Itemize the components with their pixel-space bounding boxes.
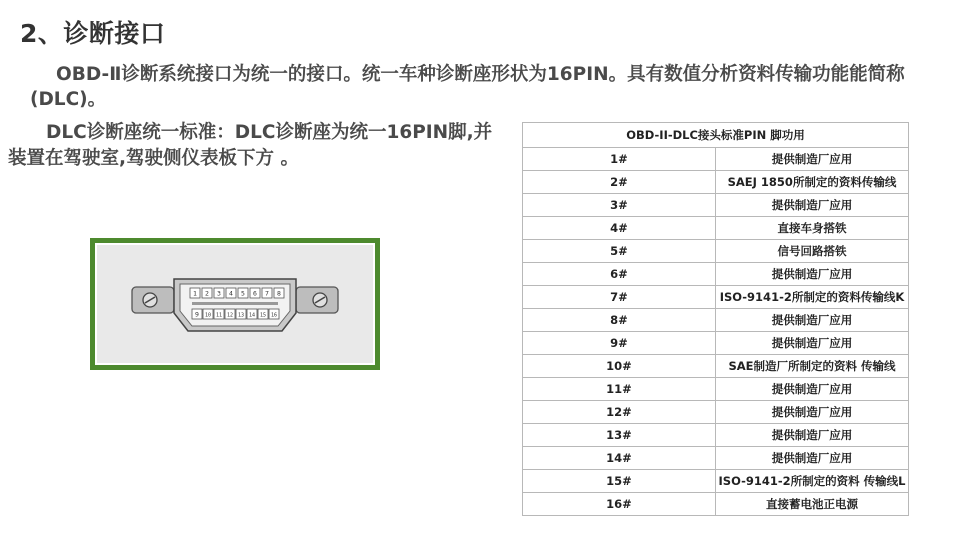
pin-number: 9#	[523, 332, 716, 355]
pin-label: 3	[217, 289, 221, 298]
pin-label: 15	[259, 312, 267, 319]
dlc-connector-picture-inner	[95, 243, 375, 365]
table-row	[523, 447, 909, 470]
pin-function: 提供制造厂应用	[716, 424, 909, 447]
pin-label: 2	[205, 289, 209, 298]
pin-function-table	[522, 122, 909, 516]
pin-function: 信号回路搭铁	[716, 240, 909, 263]
pin-number: 13#	[523, 424, 716, 447]
pin-function: SAE制造厂所制定的资料 传输线	[716, 355, 909, 378]
pin-number: 8#	[523, 309, 716, 332]
pin-function: SAEJ 1850所制定的资料传输线	[716, 171, 909, 194]
pin-label: 7	[265, 289, 269, 298]
dlc-standard-paragraph: DLC诊断座统一标准：DLC诊断座为统一16PIN脚,并装置在驾驶室,驾驶侧仪表板下方 。	[8, 122, 493, 169]
table-row	[523, 194, 909, 217]
table-row	[523, 332, 909, 355]
table-row	[523, 470, 909, 493]
table-row	[523, 286, 909, 309]
pin-function: 提供制造厂应用	[716, 378, 909, 401]
pin-number: 1#	[523, 148, 716, 171]
pin-function: 提供制造厂应用	[716, 309, 909, 332]
pin-number: 16#	[523, 493, 716, 516]
obd-connector-icon	[130, 273, 340, 335]
pin-number: 5#	[523, 240, 716, 263]
table-header: OBD-II-DLC接头标准PIN 脚功用	[523, 123, 909, 148]
pin-function: 提供制造厂应用	[716, 401, 909, 424]
pin-number: 14#	[523, 447, 716, 470]
pin-label: 10	[204, 312, 212, 319]
slide-title: 2、诊断接口	[20, 19, 166, 48]
pin-divider	[192, 302, 278, 305]
pin-label: 4	[229, 289, 233, 298]
pin-function: 提供制造厂应用	[716, 263, 909, 286]
pin-label: 6	[253, 289, 257, 298]
table-row	[523, 217, 909, 240]
pin-label: 11	[215, 312, 223, 319]
pin-function: 提供制造厂应用	[716, 148, 909, 171]
pin-function: 提供制造厂应用	[716, 332, 909, 355]
table-row	[523, 424, 909, 447]
pin-function: 提供制造厂应用	[716, 447, 909, 470]
table-row	[523, 355, 909, 378]
intro-paragraph: OBD-Ⅱ诊断系统接口为统一的接口。统一车种诊断座形状为16PIN。具有数值分析资料传输功能能简称(DLC)。	[30, 64, 905, 110]
table-row	[523, 493, 909, 516]
table-header-row	[523, 123, 909, 148]
table-row	[523, 401, 909, 424]
pin-label: 1	[193, 289, 197, 298]
pin-number: 12#	[523, 401, 716, 424]
pin-label: 9	[195, 310, 199, 319]
pin-label: 14	[248, 312, 256, 319]
table-row	[523, 240, 909, 263]
pin-function: ISO-9141-2所制定的资料 传输线L	[716, 470, 909, 493]
pin-label: 16	[270, 312, 278, 319]
pin-function: 直接蓄电池正电源	[716, 493, 909, 516]
pin-label: 5	[241, 289, 245, 298]
pin-function: 直接车身搭铁	[716, 217, 909, 240]
pin-number: 4#	[523, 217, 716, 240]
pin-label: 12	[226, 312, 234, 319]
pin-function: 提供制造厂应用	[716, 194, 909, 217]
pin-number: 10#	[523, 355, 716, 378]
pin-number: 3#	[523, 194, 716, 217]
pin-number: 6#	[523, 263, 716, 286]
pin-number: 7#	[523, 286, 716, 309]
table-row	[523, 171, 909, 194]
pin-number: 15#	[523, 470, 716, 493]
pin-number: 11#	[523, 378, 716, 401]
table-row	[523, 309, 909, 332]
table-row	[523, 263, 909, 286]
table-row	[523, 148, 909, 171]
table-row	[523, 378, 909, 401]
pin-label: 8	[277, 289, 281, 298]
pin-number: 2#	[523, 171, 716, 194]
pin-function: ISO-9141-2所制定的资料传输线K	[716, 286, 909, 309]
pin-label: 13	[237, 312, 245, 319]
dlc-connector-picture	[90, 238, 380, 370]
